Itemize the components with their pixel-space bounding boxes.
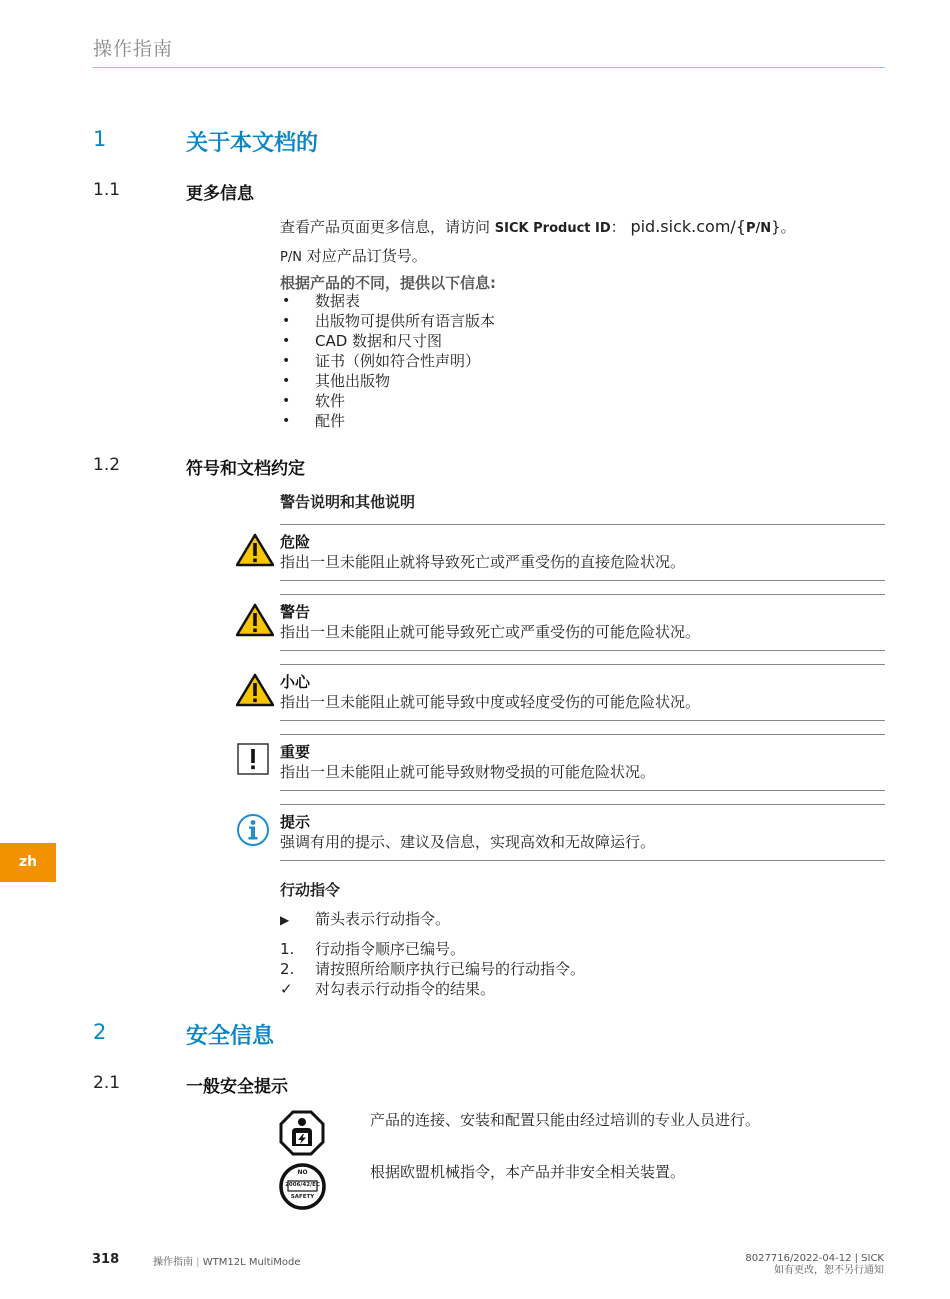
notice-title-caution: 小心 [280,673,311,691]
notice-bottom-rule [280,790,885,791]
notice-text-note: 强调有用的提示、建议及信息，实现高效和无故障运行。 [280,833,656,851]
step-text: 请按照所给顺序执行已编号的行动指令。 [315,960,586,978]
section-2-1-title: 一般安全提示 [186,1077,288,1097]
badge-no-label: NO [297,1169,308,1176]
check-marker: ✓ [280,980,293,998]
notice-text-caution: 指出一旦未能阻止就可能导致中度或轻度受伤的可能危险状况。 [280,693,701,711]
section-2-number: 2 [93,1020,107,1044]
notice-text-danger: 指出一旦未能阻止就将导致死亡或严重受伤的直接危险状况。 [280,553,686,571]
notice-bottom-rule [280,860,885,861]
arrow-instruction [280,908,450,929]
list-item: • 数据表 [280,291,680,311]
notice-title-note: 提示 [280,813,311,831]
notice-top-rule [280,594,885,595]
more-info-line [280,216,796,237]
url-pn: P/N [745,221,772,236]
notice-top-rule [280,524,885,525]
notice-title-danger: 危险 [280,533,311,551]
arrow-instruction-text: 箭头表示行动指令。 [315,910,451,928]
footer-doc-number: 8027716/2022-04-12 | SICK [745,1253,884,1264]
notice-text-warning: 指出一旦未能阻止就可能导致死亡或严重受伤的可能危险状况。 [280,623,701,641]
exclamation-box-icon [237,743,269,779]
section-1-1-number: 1.1 [93,180,121,200]
footer-doc-ref [745,1253,884,1277]
notice-top-rule [280,664,885,665]
footer-disclaimer: 如有更改，恕不另行通知 [774,1265,884,1276]
url-end: }。 [771,218,796,236]
arrow-marker: ▶ [280,913,290,927]
badge-directive-label: 2006/42/EC [285,1182,320,1188]
sick-product-id-label: SICK Product ID [494,221,611,236]
notice-text-important: 指出一旦未能阻止就可能导致财物受损的可能危险状况。 [280,763,656,781]
badge-safety-label: SAFETY [290,1194,315,1200]
safety-note-directive: 根据欧盟机械指令，本产品并非安全相关装置。 [370,1163,686,1181]
step-text: 行动指令顺序已编号。 [315,940,466,958]
footer-separator: | [193,1257,203,1268]
section-1-2-title: 符号和文档约定 [186,459,305,479]
footer-product: WTM12L MultiMode [202,1257,301,1268]
section-1-number: 1 [93,127,107,151]
notice-title-important: 重要 [280,743,311,761]
pn-text: 对应产品订货号。 [301,247,427,265]
step-marker: 1. [280,940,295,958]
step-item [280,938,465,959]
warning-triangle-icon [236,603,274,641]
notice-bottom-rule [280,650,885,651]
notice-top-rule [280,804,885,805]
list-item: • 其他出版物 [280,371,680,391]
footer-doc-title: 操作指南 [153,1257,193,1268]
list-item: • 软件 [280,391,680,411]
language-tab[interactable]: zh [0,843,56,882]
more-info-prefix: 查看产品页面更多信息，请访问 [280,218,491,236]
list-item: • 出版物可提供所有语言版本 [280,311,680,331]
section-1-1-title: 更多信息 [186,184,254,204]
notice-bottom-rule [280,720,885,721]
warnings-heading: 警告说明和其他说明 [280,493,416,511]
product-url[interactable]: pid.sick.com/{ [630,217,746,236]
pn-explanation [280,245,427,266]
qualified-personnel-icon [279,1110,325,1160]
warning-triangle-icon [236,533,274,571]
safety-note-personnel: 产品的连接、安装和配置只能由经过培训的专业人员进行。 [370,1111,761,1129]
notice-bottom-rule [280,580,885,581]
no-safety-device-icon [279,1163,326,1214]
header-divider [93,67,885,68]
section-1-2-number: 1.2 [93,455,121,475]
step-text: 对勾表示行动指令的结果。 [315,980,496,998]
step-item [280,978,495,999]
list-item: • 配件 [280,411,680,431]
info-list [280,291,680,431]
step-marker: 2. [280,960,295,978]
page-header-title: 操作指南 [93,38,174,60]
pn-label: P/N [280,250,302,265]
notice-title-warning: 警告 [280,603,311,621]
section-2-1-number: 2.1 [93,1073,121,1093]
colon: ： [610,218,626,236]
info-circle-icon [236,813,270,851]
list-item: • 证书（例如符合性声明） [280,351,680,371]
step-item [280,958,585,979]
footer-doc-info [153,1253,301,1268]
section-1-title: 关于本文档的 [186,131,319,156]
warning-triangle-icon [236,673,274,711]
section-2-title: 安全信息 [186,1024,275,1049]
actions-heading: 行动指令 [280,881,341,899]
list-item: • CAD 数据和尺寸图 [280,331,680,351]
info-list-intro: 根据产品的不同，提供以下信息: [280,274,497,292]
page-number: 318 [92,1252,120,1267]
notice-top-rule [280,734,885,735]
